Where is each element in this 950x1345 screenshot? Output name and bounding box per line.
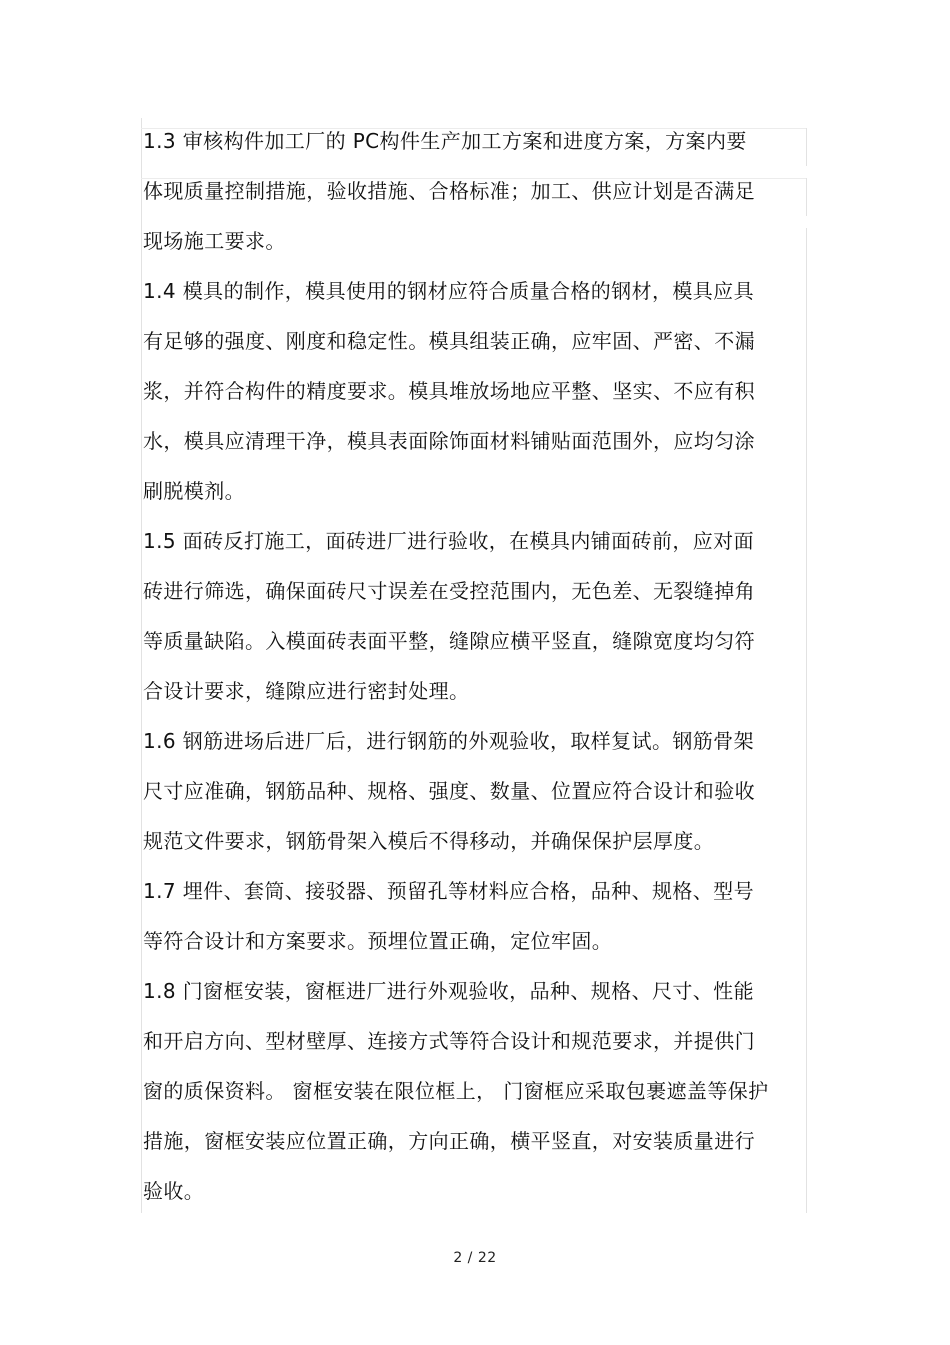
left-margin-rule: [141, 118, 142, 1213]
text-line: 1.6 钢筋进场后进厂后，进行钢筋的外观验收，取样复试。钢筋骨架: [143, 729, 754, 753]
text-line: 窗的质保资料。 窗框安装在限位框上， 门窗框应采取包裹遮盖等保护: [143, 1079, 769, 1103]
text-line: 浆，并符合构件的精度要求。模具堆放场地应平整、坚实、不应有积: [143, 379, 755, 403]
text-line: 有足够的强度、刚度和稳定性。模具组装正确，应牢固、严密、不漏: [143, 329, 755, 353]
right-margin-rule-1: [806, 128, 807, 166]
text-line: 刷脱模剂。: [143, 479, 245, 503]
text-line: 1.8 门窗框安装，窗框进厂进行外观验收，品种、规格、尺寸、性能: [143, 979, 754, 1003]
text-line: 1.3 审核构件加工厂的 PC构件生产加工方案和进度方案，方案内要: [143, 129, 747, 153]
document-body: [143, 116, 793, 1216]
right-margin-rule-2: [806, 178, 807, 216]
text-line: 合设计要求，缝隙应进行密封处理。: [143, 679, 470, 703]
text-line: 验收。: [143, 1179, 205, 1203]
text-line: 体现质量控制措施，验收措施、合格标准；加工、供应计划是否满足: [143, 179, 755, 203]
text-line: 砖进行筛选，确保面砖尺寸误差在受控范围内，无色差、无裂缝掉角: [143, 579, 755, 603]
text-line: 等质量缺陷。入模面砖表面平整，缝隙应横平竖直，缝隙宽度均匀符: [143, 629, 755, 653]
text-line: 等符合设计和方案要求。预埋位置正确，定位牢固。: [143, 929, 613, 953]
text-line: 水，模具应清理干净，模具表面除饰面材料铺贴面范围外，应均匀涂: [143, 429, 755, 453]
text-line: 措施，窗框安装应位置正确，方向正确，横平竖直，对安装质量进行: [143, 1129, 755, 1153]
right-margin-rule-3: [806, 228, 807, 1213]
text-line: 1.7 埋件、套筒、接驳器、预留孔等材料应合格，品种、规格、型号: [143, 879, 754, 903]
text-line: 1.5 面砖反打施工，面砖进厂进行验收，在模具内铺面砖前，应对面: [143, 529, 754, 553]
text-line: 和开启方向、型材壁厚、连接方式等符合设计和规范要求，并提供门: [143, 1029, 755, 1053]
text-line: 规范文件要求，钢筋骨架入模后不得移动，并确保保护层厚度。: [143, 829, 715, 853]
text-line: 1.4 模具的制作，模具使用的钢材应符合质量合格的钢材，模具应具: [143, 279, 754, 303]
text-line: 现场施工要求。: [143, 229, 286, 253]
page-number: 2 / 22: [453, 1250, 497, 1266]
text-line: 尺寸应准确，钢筋品种、规格、强度、数量、位置应符合设计和验收: [143, 779, 755, 803]
